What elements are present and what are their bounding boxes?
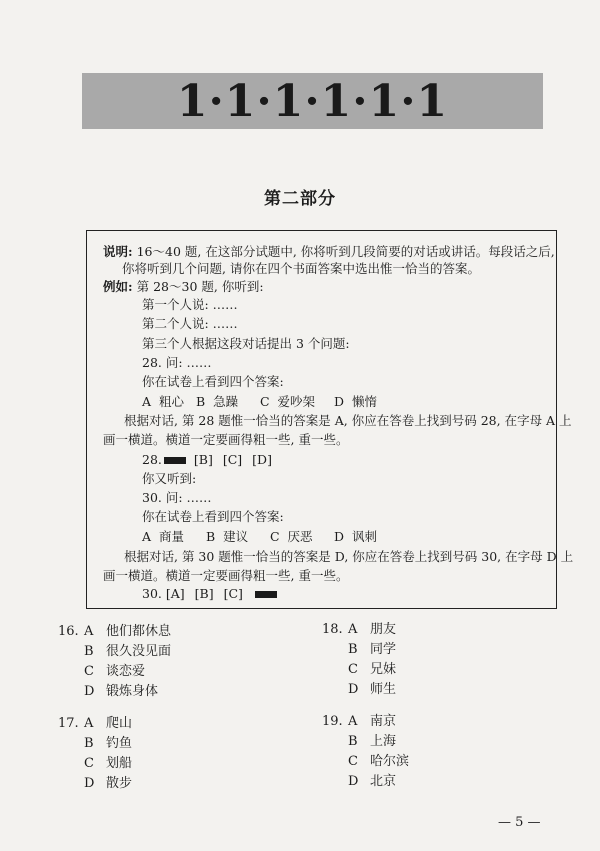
q30-choices: A 商量 B 建议 C 厌恶 D 讽刺 bbox=[142, 529, 377, 544]
question-19: 19. A 南京 B 上海 C 哈尔滨 D 北京 bbox=[322, 714, 410, 789]
q28-choices: A 粗心 B 急躁 C 爱吵架 D 懒惰 bbox=[142, 394, 377, 409]
q28-answer-sheet: 28. [B] [C] [D] bbox=[142, 452, 272, 467]
answer-mark bbox=[255, 591, 277, 598]
speaker-3: 第三个人根据这段对话提出 3 个问题: bbox=[142, 336, 350, 351]
see-four-1: 你在试卷上看到四个答案: bbox=[142, 374, 284, 389]
q28-note-2: 画一横道。横道一定要画得粗一些, 重一些。 bbox=[103, 432, 349, 447]
question-16: 16. A 他们都休息 B 很久没见面 C 谈恋爱 D 锻炼身体 bbox=[58, 624, 172, 699]
q28-note-1: 根据对话, 第 28 题惟一恰当的答案是 A, 你应在答卷上找到号码 28, 在字母 A 上 bbox=[124, 413, 572, 428]
explain-line-2: 你将听到几个问题, 请你在四个书面答案中选出惟一恰当的答案。 bbox=[122, 261, 480, 276]
speaker-1: 第一个人说: …… bbox=[142, 297, 238, 312]
q30-answer-sheet: 30. [A] [B] [C] bbox=[142, 586, 285, 602]
section-title: 第二部分 bbox=[264, 189, 336, 209]
question-18: 18. A 朋友 B 同学 C 兄妹 D 师生 bbox=[322, 622, 397, 697]
example-line-1: 例如: 第 28～30 题, 你听到: bbox=[103, 279, 264, 294]
header-band bbox=[82, 73, 543, 129]
heard-again: 你又听到: bbox=[142, 471, 197, 486]
q30-ask: 30. 问: …… bbox=[142, 490, 212, 505]
q30-note-1: 根据对话, 第 30 题惟一恰当的答案是 D, 你应在答卷上找到号码 30, 在字母 D 上 bbox=[124, 549, 574, 564]
explain-line-1: 说明: 16～40 题, 在这部分试题中, 你将听到几段简要的对话或讲话。每段话之后, bbox=[103, 244, 555, 259]
question-17: 17. A 爬山 B 钓鱼 C 划船 D 散步 bbox=[58, 716, 133, 791]
page-number: — 5 — bbox=[498, 815, 541, 830]
header-code: 1·1·1·1·1·1 bbox=[176, 75, 449, 127]
answer-mark bbox=[164, 457, 186, 464]
q28-ask: 28. 问: …… bbox=[142, 355, 212, 370]
speaker-2: 第二个人说: …… bbox=[142, 316, 238, 331]
q30-note-2: 画一横道。横道一定要画得粗一些, 重一些。 bbox=[103, 568, 349, 583]
see-four-2: 你在试卷上看到四个答案: bbox=[142, 509, 284, 524]
instruction-box bbox=[86, 230, 574, 609]
